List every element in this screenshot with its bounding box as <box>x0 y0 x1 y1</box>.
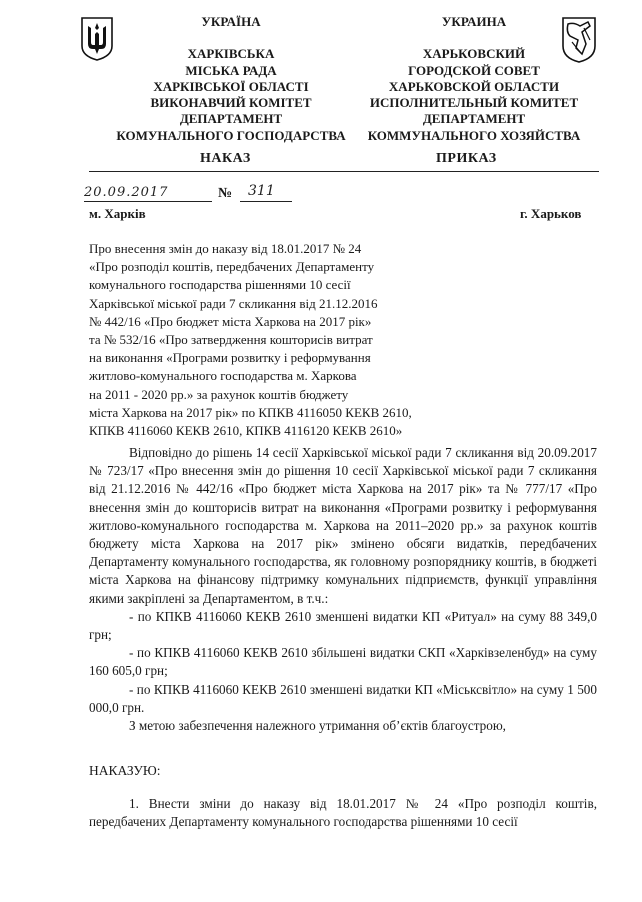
header-right-country: УКРАИНА <box>441 14 507 29</box>
header-right-line: КОММУНАЛЬНОГО ХОЗЯЙСТВА <box>367 127 581 143</box>
change-item: - по КПКВ 4116060 КЕКВ 2610 збільшені видатки СКП «Харківзеленбуд» на суму 160 605,0 грн; <box>89 645 597 679</box>
header-right <box>348 14 600 144</box>
header-right-line: ХАРЬКОВСКОЙ ОБЛАСТИ <box>388 78 560 94</box>
change-item: - по КПКВ 4116060 КЕКВ 2610 зменшені видатки КП «Міськсвітло» на суму 1 500 000,0 грн. <box>89 681 597 715</box>
header-left-line: ХАРКІВСЬКА <box>187 46 275 62</box>
header-right-line: ХАРЬКОВСКИЙ <box>422 46 526 62</box>
header-left-line: МІСЬКА РАДА <box>185 62 277 78</box>
city-ru: г. Харьков <box>520 206 582 221</box>
subject-line: та № 532/16 «Про затвердження кошторисів витрат <box>89 332 373 348</box>
header-left-line: ВИКОНАВЧИЙ КОМІТЕТ <box>150 95 312 111</box>
header-left-country: УКРАЇНА <box>201 14 261 29</box>
number-sign: № <box>218 186 233 201</box>
order-number: 311 <box>248 183 275 199</box>
header-left-line: КОМУНАЛЬНОГО ГОСПОДАРСТВА <box>116 127 346 143</box>
date-underline <box>84 201 212 202</box>
order-date: 20.09.2017 <box>84 185 169 200</box>
order-word: НАКАЗУЮ: <box>89 763 161 778</box>
subject-line: Харківської міської ради 7 скликання від 21.12.2016 <box>89 295 378 311</box>
order-point-1 <box>89 795 597 831</box>
subject-line: міста Харкова на 2017 рік» по КПКВ 4116050 КЕКВ 2610, <box>89 404 412 420</box>
order-subject <box>89 240 412 440</box>
doc-type-uk: НАКАЗ <box>200 151 251 166</box>
purpose-paragraph: З метою забезпечення належного утримання об’єктів благоустрою, <box>129 718 506 734</box>
subject-line: «Про розподіл коштів, передбачених Департаменту <box>89 259 375 275</box>
doc-type-ru: ПРИКАЗ <box>436 151 497 166</box>
subject-line: житлово-комунального господарства м. Харкова <box>89 368 357 384</box>
point-1-paragraph: 1. Внести зміни до наказу від 18.01.2017 № 24 «Про розподіл коштів, передбачених Департаменту комунального господарства рішеннями 10 сесії <box>89 796 597 830</box>
header-right-line: ИСПОЛНИТЕЛЬНЫЙ КОМИТЕТ <box>369 95 579 111</box>
order-body <box>89 444 597 735</box>
subject-line: № 442/16 «Про бюджет міста Харкова на 2017 рік» <box>89 313 372 329</box>
subject-line: комунального господарства рішеннями 10 сесії <box>89 277 351 293</box>
header-right-line: ДЕПАРТАМЕНТ <box>422 111 526 127</box>
header-left-line: ХАРКІВСЬКОЇ ОБЛАСТІ <box>153 78 309 94</box>
city-uk: м. Харків <box>89 206 146 221</box>
header-left <box>100 14 362 144</box>
subject-line: на 2011 - 2020 рр.» за рахунок коштів бюджету <box>89 386 349 402</box>
number-underline <box>240 201 292 202</box>
header-right-line: ГОРОДСКОЙ СОВЕТ <box>408 62 540 78</box>
header-divider <box>89 171 599 172</box>
subject-line: КПКВ 4116060 КЕКВ 2610, КПКВ 4116120 КЕКВ 2610» <box>89 423 403 439</box>
preamble-paragraph: Відповідно до рішень 14 сесії Харківської міської ради 7 скликання від 20.09.2017 № 723/17 «Про внесення змін до рішення 10 сесії Харківської міської ради 7 скликання від 21.12.2016 № 442/16 «Про бюджет міста Харкова на 2017 рік» та № 777/17 «Про внесення змін до кошторисів витрат на виконання «Програми розвитку і реформування житлово-комунального господарства м. Харкова на 2011–2020 рр.» за рахунок коштів бюджету міста Харкова на 2017 рік» змінено обсяги видатків, передбачених Департаменту комунального господарства, як головному розпоряднику коштів, в бюджеті міста Харкова на фінансову підтримку комунальних підприємств, функції управління якими закріплені за Департаментом, в т.ч.: <box>89 445 597 606</box>
subject-line: Про внесення змін до наказу від 18.01.2017 № 24 <box>89 241 362 256</box>
header-left-line: ДЕПАРТАМЕНТ <box>179 111 283 127</box>
subject-line: на виконання «Програми розвитку і реформування <box>89 350 371 366</box>
change-item: - по КПКВ 4116060 КЕКВ 2610 зменшені видатки КП «Ритуал» на суму 88 349,0 грн; <box>89 608 597 643</box>
